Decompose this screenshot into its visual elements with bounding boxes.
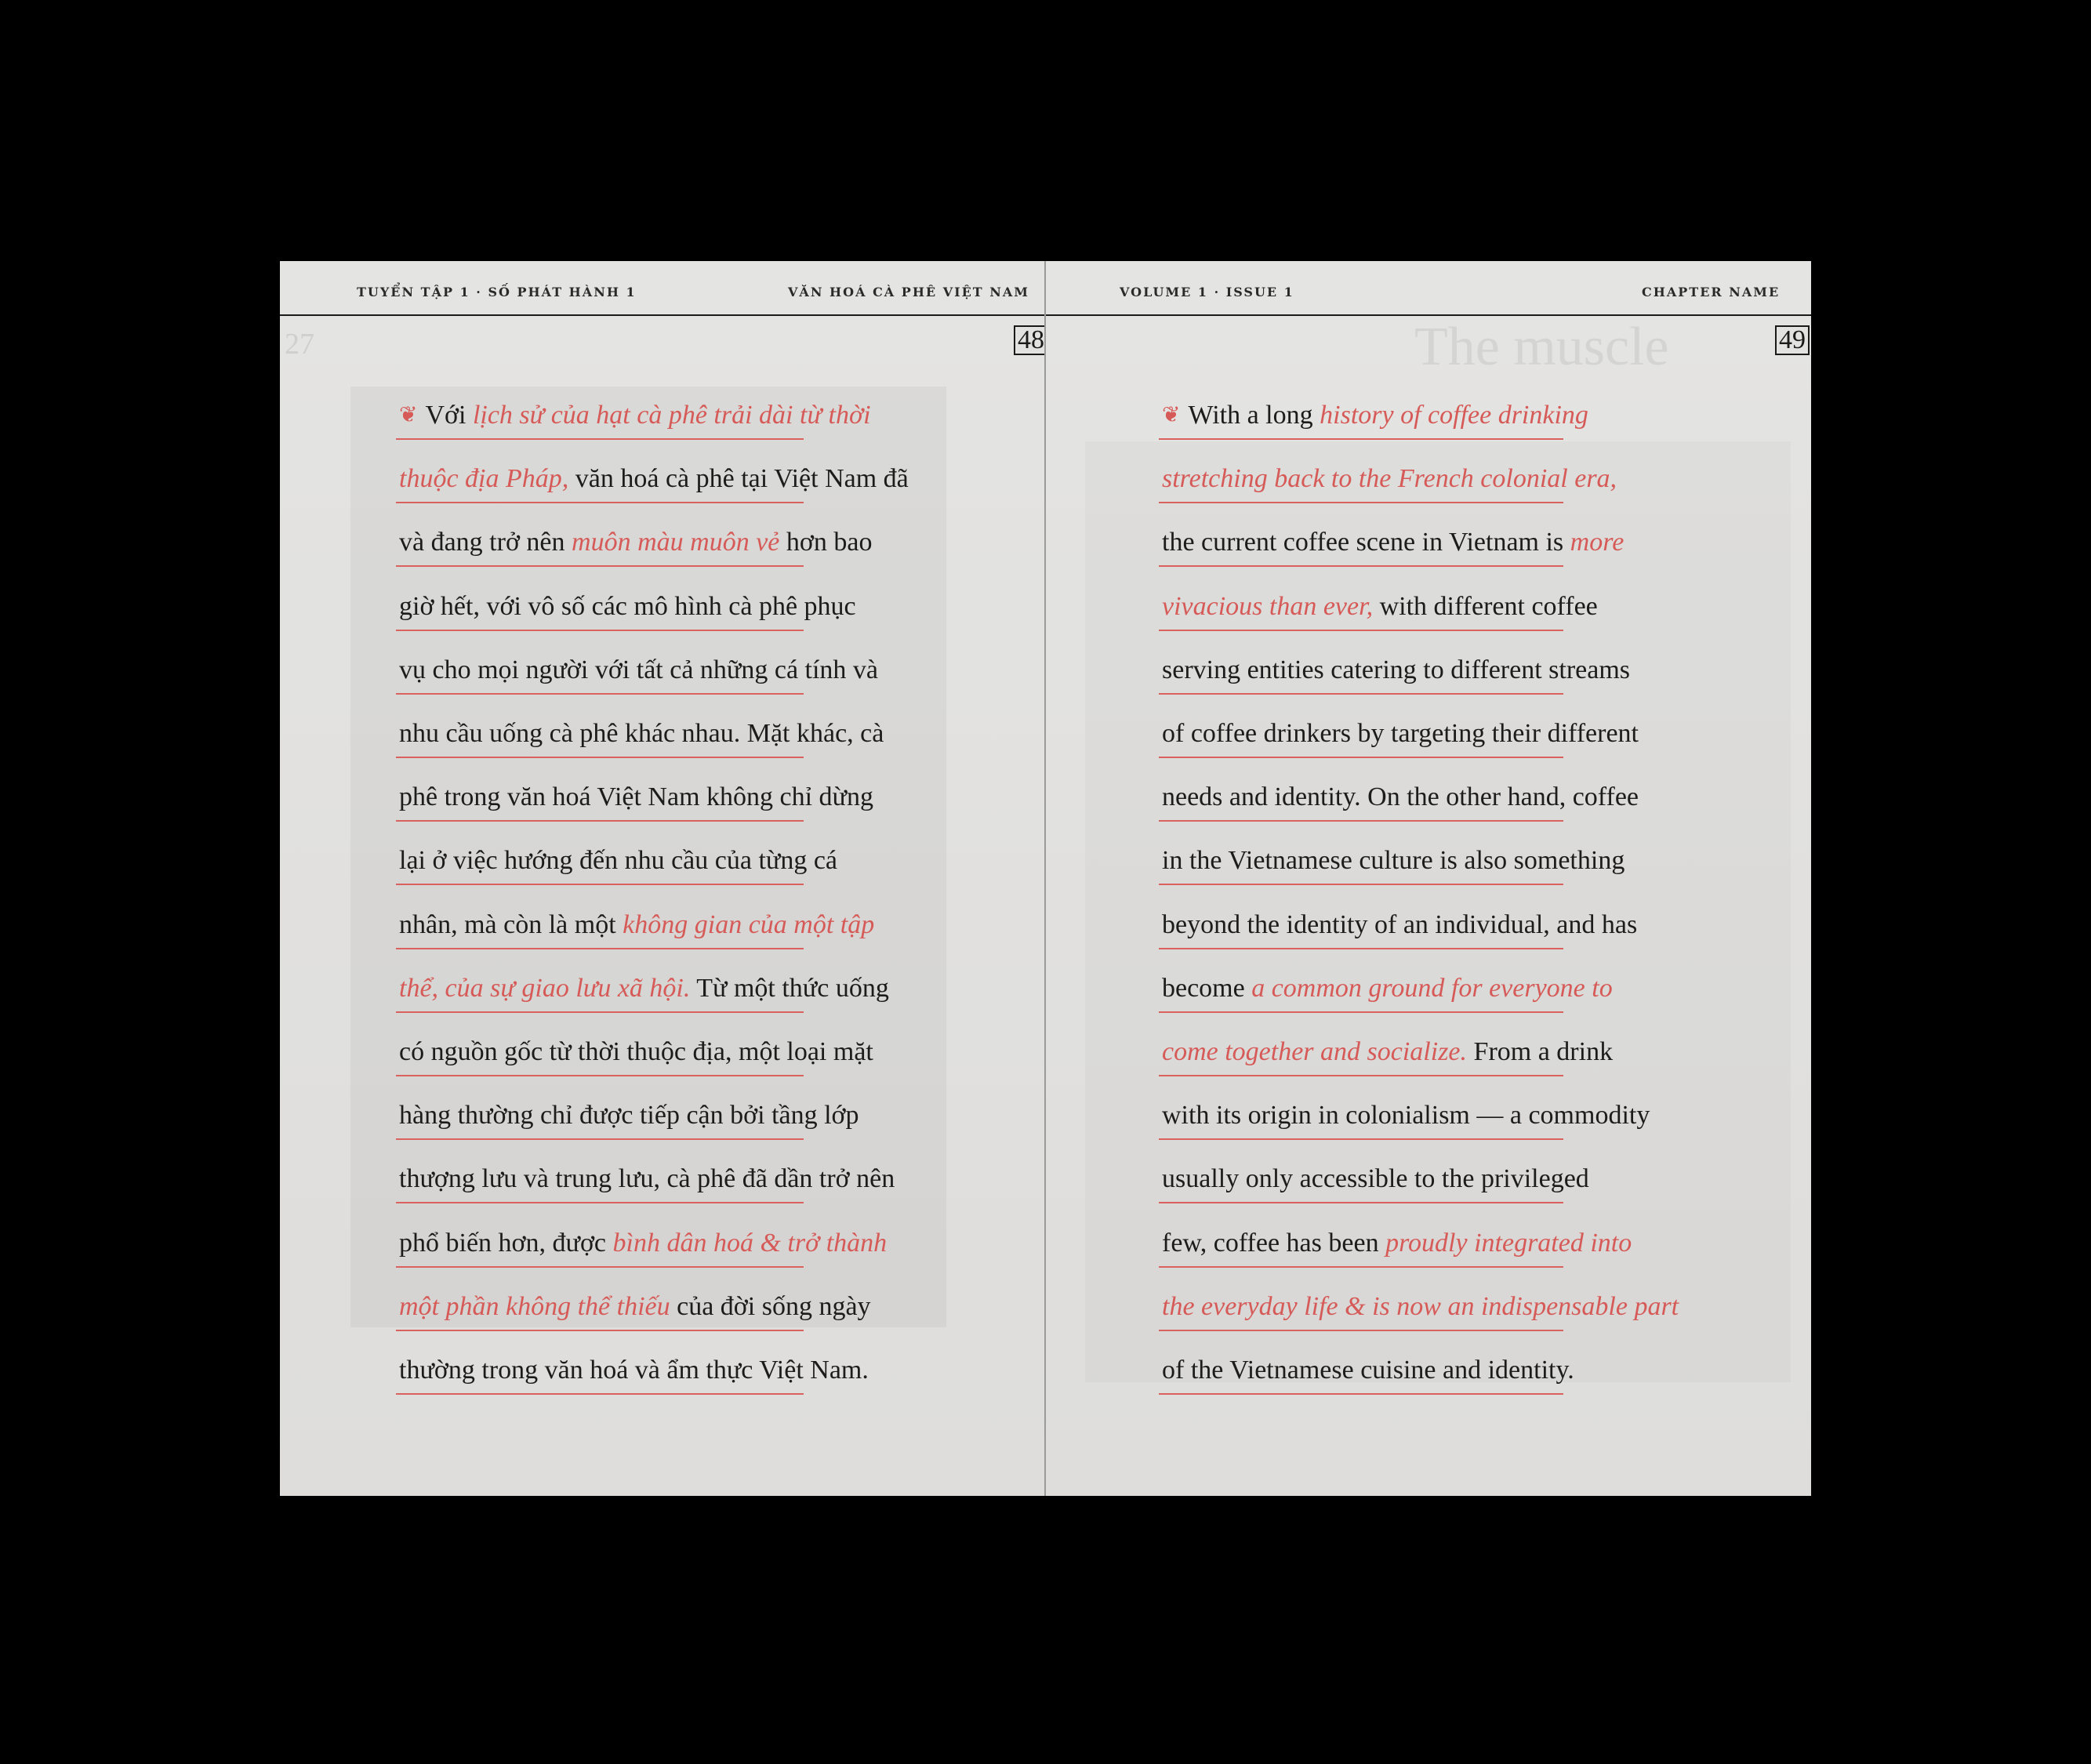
- text-run: in the Vietnamese culture is also something: [1162, 846, 1625, 876]
- highlighted-phrase: thuộc địa Pháp,: [399, 464, 569, 494]
- text-run: From a drink: [1467, 1037, 1614, 1066]
- text-run: hàng thường chỉ được tiếp cận bởi tầng lớp: [399, 1101, 859, 1131]
- text-line: [1159, 1091, 1650, 1140]
- text-run: serving entities catering to different streams: [1162, 655, 1631, 684]
- text-run: vụ cho mọi người với tất cả những cá tính và: [399, 655, 879, 684]
- text-line: [396, 1091, 859, 1140]
- text-line: [396, 518, 873, 567]
- text-line: [1159, 646, 1631, 695]
- text-run: thường trong văn hoá và ẩm thực Việt Nam.: [399, 1356, 869, 1385]
- text-line: [1159, 1283, 1679, 1331]
- highlighted-phrase: không gian của một tập: [623, 909, 875, 939]
- text-run: Với: [425, 401, 473, 430]
- text-line: [1159, 1219, 1632, 1268]
- show-through-heading: The muscle: [1414, 317, 1669, 377]
- text-run: few, coffee has been: [1162, 1228, 1386, 1258]
- running-head-right: CHAPTER NAME: [1642, 285, 1781, 299]
- ornament-icon: ❦: [1162, 403, 1181, 427]
- left-page: [280, 261, 1046, 1496]
- highlighted-phrase: bình dân hoá & trở thành: [612, 1228, 888, 1258]
- running-head-left: VOLUME 1 · ISSUE 1: [1120, 285, 1294, 299]
- text-run: Từ một thức uống: [690, 973, 889, 1003]
- text-run: beyond the identity of an individual, and has: [1162, 909, 1638, 939]
- text-line: [396, 1219, 888, 1268]
- text-run: nhân, mà còn là một: [399, 909, 623, 939]
- text-line: [396, 1283, 871, 1331]
- text-run: With a long: [1188, 401, 1320, 430]
- highlighted-phrase: thể, của sự giao lưu xã hội.: [399, 973, 691, 1003]
- text-run: hơn bao: [779, 528, 873, 557]
- text-run: needs and identity. On the other hand, coffee: [1162, 782, 1639, 812]
- show-through-page-number: 27: [285, 328, 314, 361]
- running-head-right: VĂN HOÁ CÀ PHÊ VIỆT NAM: [788, 285, 1030, 299]
- text-line: [1159, 391, 1588, 440]
- highlighted-phrase: the everyday life & is now an indispensable part: [1162, 1291, 1679, 1321]
- text-run: giờ hết, với vô số các mô hình cà phê phục: [399, 591, 856, 621]
- page-number: 49: [1775, 325, 1810, 355]
- text-line: [1159, 1346, 1574, 1395]
- text-run: with different coffee: [1373, 591, 1598, 621]
- text-line: [1159, 583, 1598, 631]
- text-line: [1159, 1155, 1589, 1203]
- highlighted-phrase: proudly integrated into: [1385, 1228, 1632, 1258]
- text-line: [1159, 773, 1639, 822]
- page-number: 48: [1014, 325, 1046, 355]
- text-line: [396, 455, 909, 503]
- text-run: with its origin in colonialism — a commodity: [1162, 1101, 1650, 1131]
- text-line: [396, 837, 838, 885]
- highlighted-phrase: lịch sử của hạt cà phê trải dài từ thời: [472, 401, 871, 430]
- text-run: có nguồn gốc từ thời thuộc địa, một loại mặt: [399, 1037, 873, 1066]
- text-run: nhu cầu uống cà phê khác nhau. Mặt khác, cà: [399, 719, 884, 748]
- text-run: của đời sống ngày: [670, 1291, 871, 1321]
- header-rule: [1046, 314, 1811, 316]
- right-page: [1046, 261, 1811, 1496]
- text-run: phê trong văn hoá Việt Nam không chỉ dừng: [399, 782, 873, 812]
- text-run: văn hoá cà phê tại Việt Nam đã: [568, 464, 909, 494]
- text-line: [396, 1346, 869, 1395]
- running-head-left: TUYỂN TẬP 1 · SỐ PHÁT HÀNH 1: [357, 285, 637, 299]
- highlighted-phrase: vivacious than ever,: [1162, 591, 1374, 621]
- text-line: [396, 901, 875, 949]
- text-run: và đang trở nên: [399, 528, 572, 557]
- text-line: [1159, 964, 1613, 1013]
- text-run: the current coffee scene in Vietnam is: [1162, 528, 1570, 557]
- highlighted-phrase: một phần không thể thiếu: [399, 1291, 670, 1321]
- highlighted-phrase: a common ground for everyone to: [1251, 973, 1613, 1003]
- text-line: [1159, 710, 1639, 758]
- text-run: lại ở việc hướng đến nhu cầu của từng cá: [399, 846, 838, 876]
- text-line: [1159, 1028, 1614, 1076]
- header-rule: [280, 314, 1044, 316]
- text-line: [396, 391, 871, 440]
- text-line: [1159, 837, 1625, 885]
- text-line: [396, 583, 856, 631]
- text-line: [1159, 901, 1638, 949]
- text-line: [1159, 455, 1617, 503]
- text-line: [396, 773, 873, 822]
- highlighted-phrase: stretching back to the French colonial era,: [1162, 464, 1617, 494]
- highlighted-phrase: more: [1570, 528, 1625, 557]
- text-line: [396, 1028, 873, 1076]
- text-line: [1159, 518, 1625, 567]
- text-run: usually only accessible to the privileged: [1162, 1164, 1589, 1194]
- text-line: [396, 964, 889, 1013]
- highlighted-phrase: come together and socialize.: [1162, 1037, 1468, 1066]
- text-run: thượng lưu và trung lưu, cà phê đã dần trở nên: [399, 1164, 895, 1194]
- text-line: [396, 710, 884, 758]
- text-line: [396, 1155, 895, 1203]
- highlighted-phrase: muôn màu muôn vẻ: [572, 528, 780, 557]
- text-run: phổ biến hơn, được: [399, 1228, 613, 1258]
- highlighted-phrase: history of coffee drinking: [1320, 401, 1588, 430]
- text-run: of the Vietnamese cuisine and identity.: [1162, 1356, 1574, 1385]
- text-run: become: [1162, 973, 1252, 1003]
- text-run: of coffee drinkers by targeting their different: [1162, 719, 1639, 748]
- text-line: [396, 646, 879, 695]
- ornament-icon: ❦: [399, 403, 418, 427]
